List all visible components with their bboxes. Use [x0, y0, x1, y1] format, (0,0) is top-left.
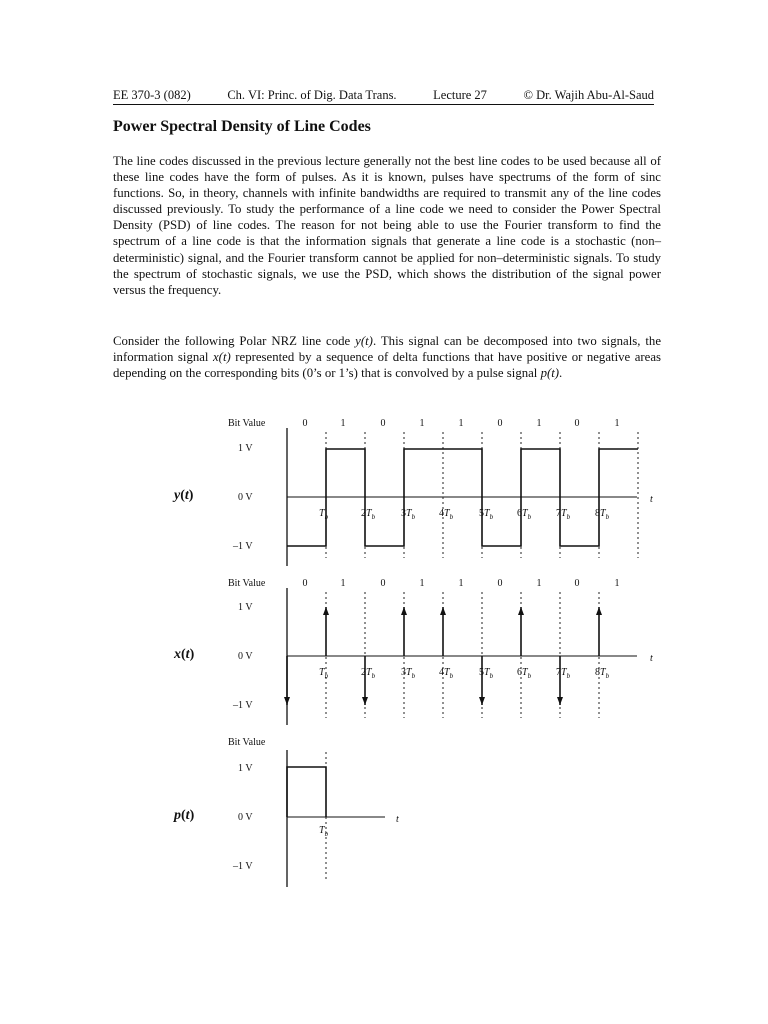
header-lecture: Lecture 27 — [433, 88, 487, 102]
x-bit-3: 1 — [419, 578, 425, 589]
x-bit-2: 0 — [380, 578, 386, 589]
x-tick-label-4: $4T_b$ — [439, 667, 454, 680]
header-course: EE 370-3 (082) — [113, 88, 191, 102]
y-time-label: t — [650, 494, 653, 505]
x-impulse-arrow-8 — [596, 607, 602, 615]
x-impulse-arrow-3 — [401, 607, 407, 615]
p-signal-label: p(t) — [174, 808, 195, 823]
x-impulse-arrow-5 — [479, 697, 485, 705]
header-chapter: Ch. VI: Princ. of Dig. Data Trans. — [227, 88, 397, 102]
y-level-1v: 1 V — [238, 443, 253, 454]
x-bit-1: 1 — [340, 578, 346, 589]
x-bit-8: 1 — [614, 578, 620, 589]
x-tick-label-5: $5T_b$ — [479, 667, 494, 680]
p-bit-value-label: Bit Value — [228, 737, 266, 748]
paragraph-text: . This signal can be decomposed into two signals, the information signal — [113, 334, 661, 365]
paragraph-text: represented by a sequence of delta functions that have positive or negative areas depending on the corresponding bits (0’s or 1’s) that is convolved by a pulse signal — [113, 350, 661, 381]
y-bit-7: 0 — [574, 418, 580, 429]
paragraph-intro: The line codes discussed in the previous lecture generally not the best line codes to be used because all of these line codes have the form of pulses. As it is known, pulses have spectrums of the form of sinc functions. So, in theory, channels with infinite bandwidths are required to transmit any of the line codes discussed previously. To study the performance of a line code we need to consider the Power Spectral Density (PSD) of line codes. The reason for not being able to use the Fourier transform to find the spectrum of a line code is that the information signals that generate a line code is a stochastic (non–deterministic) signal, and the Fourier transform cannot be applied for non–deterministic signals. To study the spectrum of stochastic signals, we use the PSD, which shows the distribution of the signal power versus the frequency. — [113, 154, 661, 297]
x-impulse-arrow-1 — [323, 607, 329, 615]
x-bit-5: 0 — [497, 578, 503, 589]
x-tick-label-1: $T_b$ — [319, 667, 329, 680]
variable-x: x(t) — [213, 350, 231, 365]
y-bit-value-label: Bit Value — [228, 418, 266, 429]
y-signal-label: y(t) — [174, 488, 194, 503]
x-level-1v: 1 V — [238, 602, 253, 613]
paragraph-text: Consider the following Polar NRZ line code — [113, 334, 356, 348]
y-tick-label-2: $2T_b$ — [361, 508, 376, 521]
y-tick-label-1: $T_b$ — [319, 508, 329, 521]
x-impulse-arrow-2 — [362, 697, 368, 705]
y-bit-5: 0 — [497, 418, 503, 429]
x-tick-label-6: $6T_b$ — [517, 667, 532, 680]
x-tick-label-3: $3T_b$ — [401, 667, 416, 680]
x-time-label: t — [650, 653, 653, 664]
y-bit-8: 1 — [614, 418, 620, 429]
y-tick-label-7: $7T_b$ — [556, 508, 571, 521]
x-impulse-arrow-0 — [284, 697, 290, 705]
x-bit-0: 0 — [302, 578, 308, 589]
y-level-0v: 0 V — [238, 492, 253, 503]
y-bit-2: 0 — [380, 418, 386, 429]
y-bit-1: 1 — [340, 418, 346, 429]
p-pulse — [287, 767, 326, 817]
p-level-0v: 0 V — [238, 812, 253, 823]
x-bit-7: 0 — [574, 578, 580, 589]
x-tick-label-8: $8T_b$ — [595, 667, 610, 680]
variable-p: p(t) — [540, 366, 560, 381]
x-level-minus1v: –1 V — [233, 700, 253, 711]
x-tick-label-2: $2T_b$ — [361, 667, 376, 680]
y-level-minus1v: –1 V — [233, 541, 253, 552]
header-author: © Dr. Wajih Abu-Al-Saud — [523, 88, 654, 102]
p-tick-label-1: $T_b$ — [319, 825, 329, 838]
x-impulse-arrow-7 — [557, 697, 563, 705]
x-signal-label: x(t) — [174, 647, 195, 662]
variable-y: y(t) — [355, 334, 373, 348]
y-tick-label-5: $5T_b$ — [479, 508, 494, 521]
p-time-label: t — [396, 814, 399, 825]
y-bit-4: 1 — [458, 418, 464, 429]
x-bit-4: 1 — [458, 578, 464, 589]
paragraph-text: . — [559, 366, 563, 381]
x-level-0v: 0 V — [238, 651, 253, 662]
y-tick-label-6: $6T_b$ — [517, 508, 532, 521]
y-tick-label-4: $4T_b$ — [439, 508, 454, 521]
y-tick-label-8: $8T_b$ — [595, 508, 610, 521]
y-tick-label-3: $3T_b$ — [401, 508, 416, 521]
y-bit-6: 1 — [536, 418, 542, 429]
p-level-minus1v: –1 V — [233, 861, 253, 872]
x-tick-label-7: $7T_b$ — [556, 667, 571, 680]
p-level-1v: 1 V — [238, 763, 253, 774]
x-bit-value-label: Bit Value — [228, 578, 266, 589]
y-bit-0: 0 — [302, 418, 308, 429]
section-title: Power Spectral Density of Line Codes — [113, 118, 371, 135]
x-bit-6: 1 — [536, 578, 542, 589]
y-bit-3: 1 — [419, 418, 425, 429]
x-impulse-arrow-6 — [518, 607, 524, 615]
x-impulse-arrow-4 — [440, 607, 446, 615]
